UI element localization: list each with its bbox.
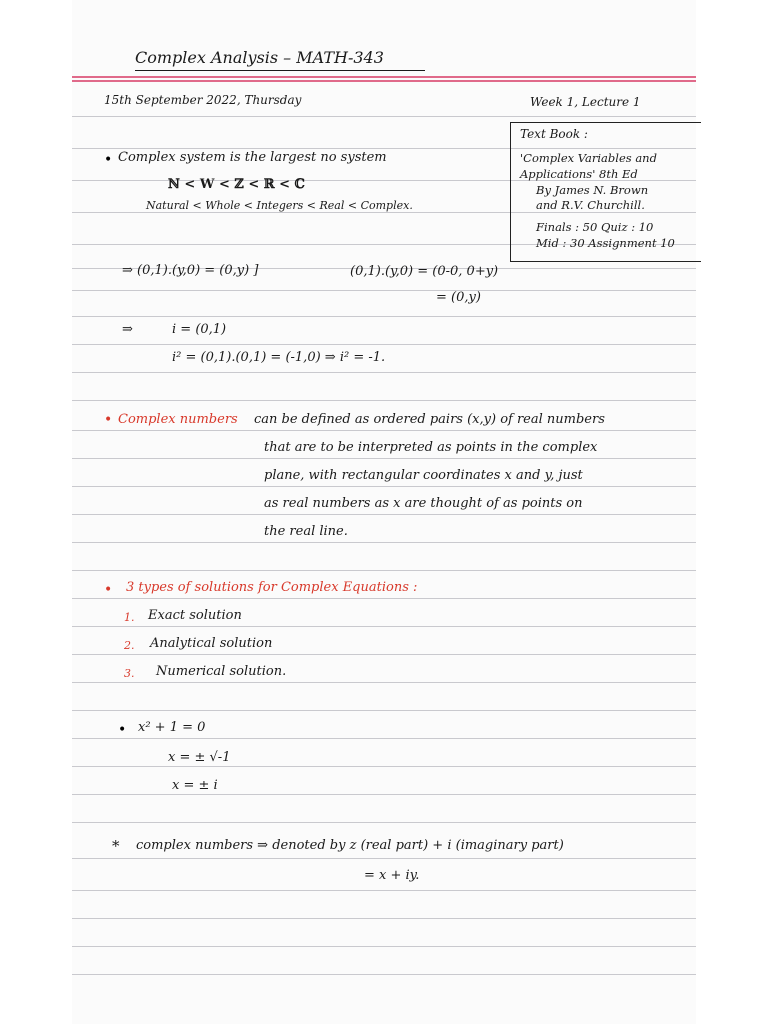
equation: x = ± i bbox=[172, 778, 218, 793]
ruled-line bbox=[72, 626, 696, 627]
ruled-line bbox=[72, 710, 696, 711]
ruled-line bbox=[72, 654, 696, 655]
bullet-dot: • bbox=[118, 722, 127, 738]
ruled-line bbox=[72, 822, 696, 823]
title-underline bbox=[135, 70, 425, 71]
list-number: 1. bbox=[124, 611, 135, 624]
bullet-dot: • bbox=[104, 412, 113, 428]
list-item: Analytical solution bbox=[150, 636, 273, 651]
definition-term: Complex numbers bbox=[118, 412, 238, 427]
bullet-dot: • bbox=[104, 582, 113, 598]
ruled-line bbox=[72, 738, 696, 739]
equation: x² + 1 = 0 bbox=[138, 720, 206, 735]
textbook-line: By James N. Brown bbox=[536, 183, 649, 197]
ruled-line bbox=[72, 946, 696, 947]
equation: = (0,y) bbox=[436, 290, 481, 305]
page-title: Complex Analysis – MATH-343 bbox=[135, 48, 384, 67]
ruled-line bbox=[72, 890, 696, 891]
ruled-line bbox=[72, 858, 696, 859]
ruled-line bbox=[72, 430, 696, 431]
ruled-line bbox=[72, 794, 696, 795]
grading-line: Mid : 30 Assignment 10 bbox=[536, 236, 675, 250]
ruled-line bbox=[72, 116, 696, 117]
set-chain: ℕ < W < ℤ < ℝ < ℂ bbox=[168, 177, 305, 192]
ruled-line bbox=[72, 400, 696, 401]
list-number: 2. bbox=[124, 639, 135, 652]
ruled-line bbox=[72, 458, 696, 459]
equation: x = ± √-1 bbox=[168, 750, 231, 765]
week-label: Week 1, Lecture 1 bbox=[530, 95, 641, 109]
ruled-line bbox=[72, 372, 696, 373]
ruled-line bbox=[72, 682, 696, 683]
list-number: 3. bbox=[124, 667, 135, 680]
definition-line: that are to be interpreted as points in the complex bbox=[264, 440, 598, 455]
ruled-line bbox=[72, 542, 696, 543]
definition-line: can be defined as ordered pairs (x,y) of real numbers bbox=[254, 412, 605, 427]
definition-line: plane, with rectangular coordinates x and y, just bbox=[264, 468, 583, 483]
textbook-line: and R.V. Churchill. bbox=[536, 198, 645, 212]
definition-line: the real line. bbox=[264, 524, 348, 539]
list-item: Exact solution bbox=[148, 608, 242, 623]
ruled-line bbox=[72, 514, 696, 515]
equation: ⇒ (0,1).(y,0) = (0,y) ] bbox=[122, 263, 259, 278]
definition-line: as real numbers as x are thought of as points on bbox=[264, 496, 583, 511]
section-heading: 3 types of solutions for Complex Equations : bbox=[126, 580, 418, 595]
ruled-line bbox=[72, 344, 696, 345]
ruled-line bbox=[72, 766, 696, 767]
header-rule-red bbox=[72, 80, 696, 82]
grading-line: Finals : 50 Quiz : 10 bbox=[536, 220, 654, 234]
ruled-line bbox=[72, 290, 696, 291]
textbook-line: 'Complex Variables and bbox=[520, 151, 657, 165]
equation: i = (0,1) bbox=[172, 322, 227, 337]
ruled-line bbox=[72, 974, 696, 975]
arrow: ⇒ bbox=[122, 322, 133, 337]
equation: i² = (0,1).(0,1) = (-1,0) ⇒ i² = -1. bbox=[172, 350, 386, 365]
note-line: Complex system is the largest no system bbox=[118, 150, 387, 165]
ruled-line bbox=[72, 598, 696, 599]
equation: (0,1).(y,0) = (0-0, 0+y) bbox=[350, 264, 499, 279]
equation: = x + iy. bbox=[364, 868, 420, 883]
lecture-date: 15th September 2022, Thursday bbox=[104, 93, 302, 107]
ruled-line bbox=[72, 918, 696, 919]
ruled-line bbox=[72, 570, 696, 571]
ruled-line bbox=[72, 316, 696, 317]
list-item: Numerical solution. bbox=[156, 664, 287, 679]
textbook-heading: Text Book : bbox=[520, 127, 588, 141]
star-marker: * bbox=[112, 837, 120, 855]
ruled-line bbox=[72, 486, 696, 487]
set-names: Natural < Whole < Integers < Real < Complex. bbox=[146, 199, 413, 212]
note-line: complex numbers ⇒ denoted by z (real part) + i (imaginary part) bbox=[136, 838, 564, 853]
bullet-dot: • bbox=[104, 152, 113, 168]
header-rule-red bbox=[72, 76, 696, 78]
textbook-line: Applications' 8th Ed bbox=[520, 167, 638, 181]
